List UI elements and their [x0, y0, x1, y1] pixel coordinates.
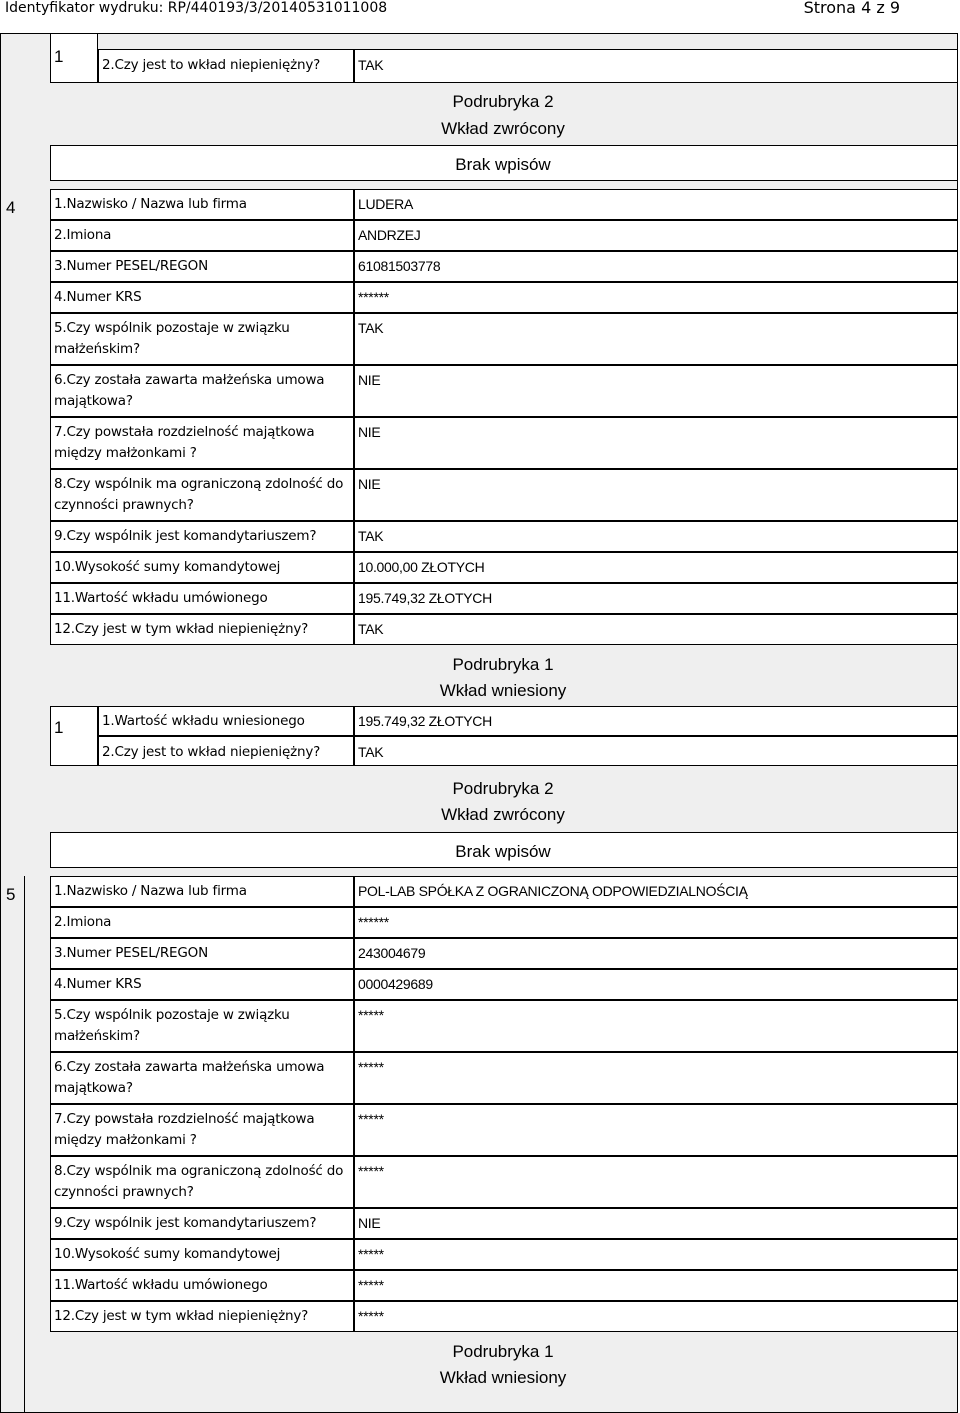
row-question: 4.Numer KRS [54, 289, 142, 305]
row-answer: TAK [358, 528, 384, 544]
row-answer: ***** [358, 1059, 384, 1075]
print-identifier: Identyfikator wydruku: RP/440193/3/20140531011008 [5, 0, 388, 16]
row-answer: ***** [358, 1163, 384, 1179]
p4-item1-row2-a [354, 736, 958, 766]
row-question: 1.Nazwisko / Nazwa lub firma [54, 883, 247, 899]
row-answer: NIE [358, 372, 381, 388]
row-question: 6.Czy została zawarta małżeńska umowa majątkowa? [54, 372, 325, 409]
row-question: 3.Numer PESEL/REGON [54, 945, 208, 961]
sub2a-empty: Brak wpisów [455, 155, 551, 174]
row-question: 11.Wartość wkładu umówionego [54, 1277, 268, 1293]
row-question: 7.Czy powstała rozdzielność majątkowa między małżonkami ? [54, 424, 315, 461]
row-answer: TAK [358, 621, 384, 637]
row-question: 5.Czy wspólnik pozostaje w związku małżeńskim? [54, 320, 290, 357]
partner4-item1-index: 1 [54, 718, 64, 737]
row-question: 2.Imiona [54, 227, 112, 243]
partner4-sub2-subtitle: Wkład zwrócony [441, 805, 565, 824]
sub2a-subtitle: Wkład zwrócony [441, 119, 565, 138]
page-number: Strona 4 z 9 [803, 0, 900, 17]
partner4-number: 4 [6, 198, 16, 217]
row-answer: ***** [358, 1308, 384, 1324]
sub2a-title: Podrubryka 2 [452, 92, 554, 111]
row-answer: 61081503778 [358, 258, 441, 274]
partner5-sub1-subtitle: Wkład wniesiony [439, 1368, 567, 1387]
partner4-sub2-empty: Brak wpisów [455, 842, 551, 861]
partner4-sub1-subtitle: Wkład wniesiony [439, 681, 567, 700]
row-question: 12.Czy jest w tym wkład niepieniężny? [54, 621, 309, 637]
row-question: 10.Wysokość sumy komandytowej [54, 559, 281, 575]
row-question: 4.Numer KRS [54, 976, 142, 992]
row-answer: NIE [358, 476, 381, 492]
top-item-question: 2.Czy jest to wkład niepieniężny? [102, 57, 321, 73]
row-question: 9.Czy wspólnik jest komandytariuszem? [54, 1215, 317, 1231]
row-question: 7.Czy powstała rozdzielność majątkowa między małżonkami ? [54, 1111, 315, 1148]
row-question: 8.Czy wspólnik ma ograniczoną zdolność do czynności prawnych? [54, 1163, 344, 1200]
row-answer: 0000429689 [358, 976, 433, 992]
row-answer: ****** [358, 914, 389, 930]
partner4-item1-q1: 1.Wartość wkładu wniesionego [102, 713, 305, 729]
row-answer: LUDERA [358, 196, 413, 212]
row-answer: 195.749,32 ZŁOTYCH [358, 590, 492, 606]
partner4-sub1-title: Podrubryka 1 [452, 655, 554, 674]
row-answer: ANDRZEJ [358, 227, 421, 243]
row-answer: ****** [358, 289, 389, 305]
partner-block-divider [24, 876, 25, 1413]
row-answer: TAK [358, 320, 384, 336]
row-question: 8.Czy wspólnik ma ograniczoną zdolność do czynności prawnych? [54, 476, 344, 513]
row-answer: ***** [358, 1007, 384, 1023]
row-question: 6.Czy została zawarta małżeńska umowa majątkowa? [54, 1059, 325, 1096]
row-question: 5.Czy wspólnik pozostaje w związku małżeńskim? [54, 1007, 290, 1044]
row-question: 10.Wysokość sumy komandytowej [54, 1246, 281, 1262]
row-question: 2.Imiona [54, 914, 112, 930]
partner4-sub2-title: Podrubryka 2 [452, 779, 554, 798]
row-answer: POL-LAB SPÓŁKA Z OGRANICZONĄ ODPOWIEDZIALNOŚCIĄ [358, 883, 748, 899]
row-answer: ***** [358, 1111, 384, 1127]
row-question: 11.Wartość wkładu umówionego [54, 590, 268, 606]
partner5-sub1-title: Podrubryka 1 [452, 1342, 554, 1361]
top-item-index: 1 [54, 47, 64, 66]
row-question: 12.Czy jest w tym wkład niepieniężny? [54, 1308, 309, 1324]
partner4-item1-a1: 195.749,32 ZŁOTYCH [358, 713, 492, 729]
row-answer: ***** [358, 1277, 384, 1293]
row-question: 9.Czy wspólnik jest komandytariuszem? [54, 528, 317, 544]
row-answer: 10.000,00 ZŁOTYCH [358, 559, 485, 575]
row-question: 1.Nazwisko / Nazwa lub firma [54, 196, 247, 212]
partner5-number: 5 [6, 885, 16, 904]
row-answer: NIE [358, 424, 381, 440]
row-question: 3.Numer PESEL/REGON [54, 258, 208, 274]
partner4-item1-q2: 2.Czy jest to wkład niepieniężny? [102, 744, 321, 760]
row-answer: 243004679 [358, 945, 426, 961]
row-answer: ***** [358, 1246, 384, 1262]
top-item-a-cell [354, 49, 958, 83]
top-item-answer: TAK [358, 57, 384, 73]
row-answer: NIE [358, 1215, 381, 1231]
partner4-item1-a2: TAK [358, 744, 384, 760]
